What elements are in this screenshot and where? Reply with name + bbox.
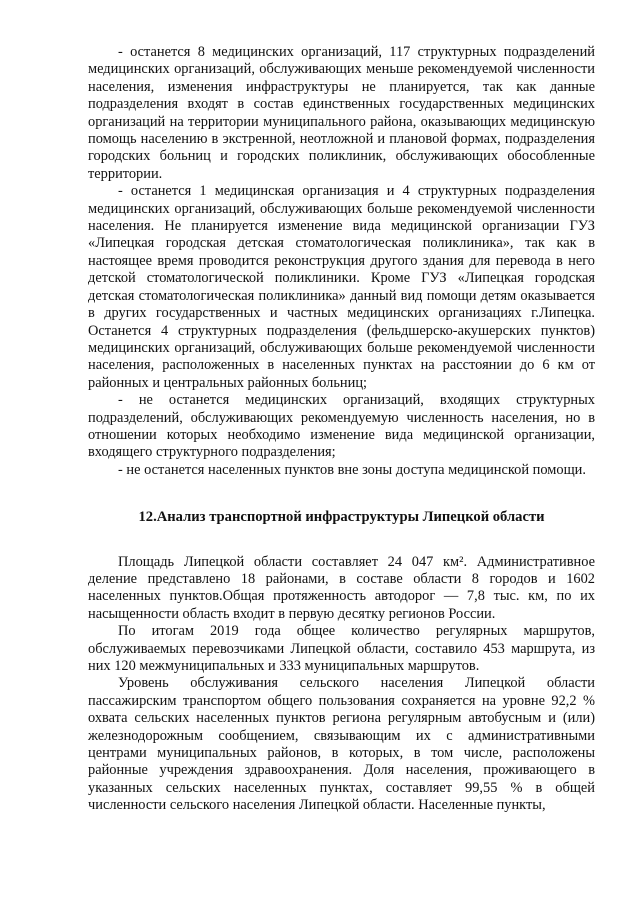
paragraph: Площадь Липецкой области составляет 24 047 км². Административное деление представлено 18 районами, в составе области 8 городов и 1602 населенных пунктов.Общая протяженность автодорог — 7,8 тыс. км, по их насыщенности область входит в первую десятку регионов России.	[88, 553, 595, 622]
list-item: - останется 8 медицинских организаций, 117 структурных подразделений медицинских организаций, обслуживающих меньше рекомендуемой численности населения, изменения инфраструктуры не планируется, так как данные подразделения входят в состав единственных государственных медицинских организаций на территории муниципального района, оказывающих медицинскую помощь населению в экстренной, неотложной и плановой формах, подразделения городских больниц и городских поликлиник, обслуживающих обособленные территории.	[88, 44, 595, 182]
list-item: - не останется населенных пунктов вне зоны доступа медицинской помощи.	[118, 461, 586, 478]
paragraph: Уровень обслуживания сельского населения Липецкой области пассажирским транспортом общего пользования сохраняется на уровне 92,2 % охвата сельских населенных пунктов региона регулярным автобусным и (или) железнодорожным сообщением, связывающим их с административными центрами муниципальных районов, в которых, в том числе, расположены районные учреждения здравоохранения. Доля населения, проживающего в указанных сельских населенных пунктах, составляет 99,55 % в общей численности сельского населения Липецкой области. Населенные пункты,	[88, 675, 595, 814]
list-item: - не останется медицинских организаций, входящих структурных подразделений, обслуживающих рекомендуемую численность населения, но в отношении которых необходимо изменение вида медицинской организации, входящего структурного подразделения;	[88, 392, 595, 461]
section-heading: 12.Анализ транспортной инфраструктуры Липецкой области	[138, 509, 545, 526]
paragraph: По итогам 2019 года общее количество регулярных маршрутов, обслуживаемых перевозчиками Липецкой области, составило 453 маршрута, из них 120 межмуниципальных и 333 муниципальных маршрутов.	[88, 623, 595, 674]
document-page	[88, 44, 595, 815]
list-item: - останется 1 медицинская организация и 4 структурных подразделения медицинских организаций, обслуживающих больше рекомендуемой численности населения. Не планируется изменение вида медицинской организации ГУЗ «Липецкая городская детская стоматологическая поликлиника», так как в настоящее время проводится реконструкция другого здания для перевода в него детской стоматологической поликлиники. Кроме ГУЗ «Липецкая городская детская стоматологическая поликлиника» данный вид помощи детям оказывается в других государственных и частных медицинских организациях г.Липецка. Останется 4 структурных подразделения (фельдшерско-акушерских пунктов) медицинских организаций, обслуживающих больше рекомендуемой численности населения, расположенных в населенных пунктах на расстоянии до 6 км от районных и центральных районных больниц;	[88, 183, 595, 391]
